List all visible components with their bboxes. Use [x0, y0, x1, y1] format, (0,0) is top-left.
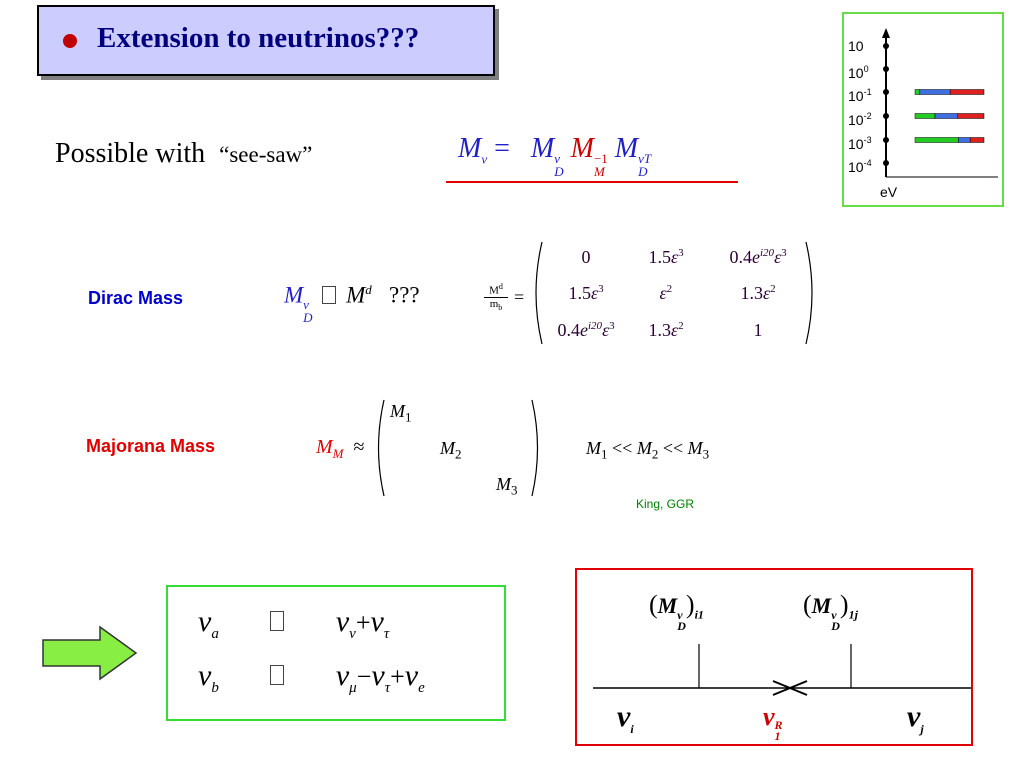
seesaw-intro: [55, 138, 312, 170]
dirac-matrix-cell-0-0: 0: [581, 247, 591, 267]
left-vertex-coupling: (M ν D )$_{i1}$: [649, 590, 704, 633]
majorana-m3: $M_3$: [496, 474, 518, 498]
bullet-icon: [63, 34, 77, 48]
spectrum-bar-green: [915, 138, 958, 143]
dirac-matrix-cell-1-1: $\varepsilon^2$: [659, 283, 673, 303]
spectrum-bar-blue: [935, 114, 958, 119]
spectrum-tick: [883, 113, 889, 119]
seesaw-diagram-box: [575, 568, 973, 746]
spectrum-bar-red: [958, 114, 984, 119]
spectrum-bar-red: [970, 138, 984, 143]
seesaw-underline: [446, 181, 738, 183]
spectrum-tick-label: 10: [848, 38, 864, 54]
dirac-relation: M ν D $M^d$ ???: [284, 282, 420, 325]
right-arrow-icon: [40, 625, 140, 681]
axis-unit: eV: [880, 184, 898, 200]
flavor-states-box: [166, 585, 506, 721]
spectrum-tick-label: $10^{-3}$: [848, 135, 872, 152]
spectrum-tick: [883, 89, 889, 95]
title-box: [37, 5, 495, 76]
seesaw-quote: “see-saw”: [219, 142, 313, 167]
unknown-glyph-icon: [322, 286, 336, 304]
ratio-equals: =: [514, 287, 525, 307]
approx-sign: ≈: [353, 436, 365, 458]
seesaw-equals: =: [494, 133, 510, 164]
dirac-matrix-cell-0-2: $0.4e^{i20}\varepsilon^3$: [729, 247, 787, 267]
nu-right-label: ν R 1: [763, 702, 783, 743]
spectrum-bar-blue: [920, 90, 950, 95]
dirac-question: ???: [388, 282, 420, 308]
seesaw-lhs: $M_\nu$: [458, 133, 488, 167]
spectrum-tick: [883, 43, 889, 49]
dirac-matrix-cell-2-1: $1.3\varepsilon^2$: [648, 320, 684, 340]
majorana-m2: $M_2$: [440, 438, 462, 462]
mass-ratio: $M^d$ $m_b$: [484, 281, 508, 314]
spectrum-tick-label: $10^{-2}$: [848, 111, 872, 128]
seesaw-mdt: M νT D: [614, 133, 652, 179]
axis-arrow-icon: [882, 28, 890, 38]
spectrum-bar-blue: [958, 138, 970, 143]
seesaw-intro-text: Possible with: [55, 138, 206, 169]
majorana-lhs: $M_M$ ≈: [316, 436, 365, 461]
spectrum-tick: [883, 66, 889, 72]
spectrum-tick-label: $10^{-4}$: [848, 158, 872, 175]
unknown-glyph-icon: [270, 611, 284, 631]
spectrum-tick-label: $10^0$: [848, 64, 869, 81]
citation: King, GGR: [636, 497, 695, 511]
dirac-matrix-cell-0-1: $1.5\varepsilon^3$: [648, 247, 684, 267]
dirac-matrix-cell-2-2: 1: [753, 320, 763, 340]
nu-j-label: $\nu_j$: [907, 700, 924, 736]
spectrum-bar-green: [915, 90, 920, 95]
dirac-matrix-cell-1-2: $1.3\varepsilon^2$: [740, 283, 776, 303]
mass-hierarchy: $M_1 << M_2 << M_3$: [586, 438, 710, 462]
majorana-m1: $M_1$: [390, 401, 412, 425]
majorana-mass-label: Majorana Mass: [86, 436, 216, 456]
right-vertex-coupling: (M ν D )$_{1j}$: [803, 590, 858, 633]
spectrum-tick: [883, 160, 889, 166]
unknown-glyph-icon: [270, 665, 284, 685]
seesaw-mm: M −1 M: [570, 133, 608, 179]
spectrum-bar-red: [950, 90, 984, 95]
nu-i-label: $\nu_i$: [617, 700, 634, 736]
seesaw-formula: [458, 133, 738, 178]
spectrum-tick-label: $10^{-1}$: [848, 87, 872, 104]
flavor-row-a: $\nu_a$ $\nu_\nu+\nu_\tau$: [198, 605, 390, 642]
dirac-matrix-cell-2-0: $0.4e^{i20}\varepsilon^3$: [557, 320, 615, 340]
dirac-mass-label: Dirac Mass: [88, 288, 184, 308]
flavor-row-b: $\nu_b$ $\nu_\mu-\nu_\tau+\nu_e$: [198, 659, 425, 696]
spectrum-bar-green: [915, 114, 935, 119]
slide-title: Extension to neutrinos???: [97, 22, 420, 54]
dirac-matrix-cell-1-0: $1.5\varepsilon^3$: [568, 283, 604, 303]
seesaw-md: M ν D: [530, 133, 564, 179]
spectrum-tick: [883, 137, 889, 143]
